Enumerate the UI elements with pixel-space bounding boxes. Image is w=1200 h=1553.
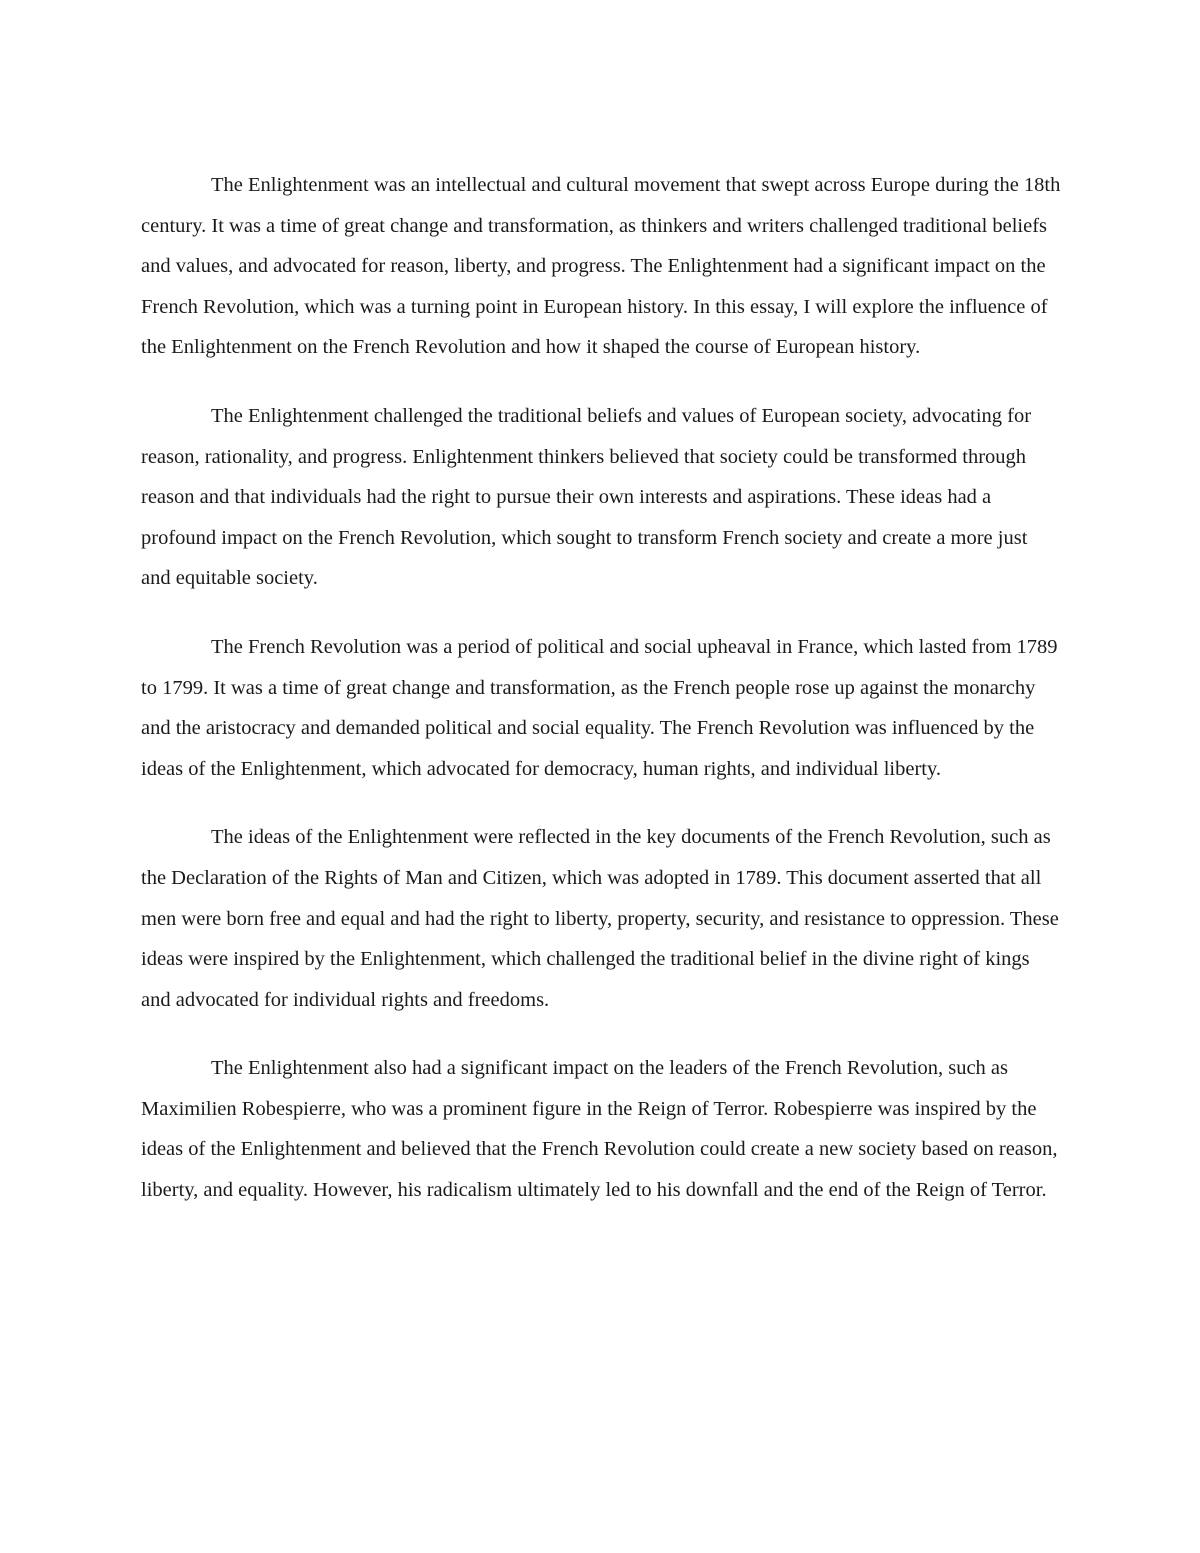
paragraph-introduction: The Enlightenment was an intellectual and cultural movement that swept across Europe during the 18th century. It was a time of great change and transformation, as thinkers and writers challenged traditional beliefs and values, and advocated for reason, liberty, and progress. The Enlightenment had a significant impact on the French Revolution, which was a turning point in European history. In this essay, I will explore the influence of the Enlightenment on the French Revolution and how it shaped the course of European history.	[141, 174, 1061, 359]
paragraph-key-documents: The ideas of the Enlightenment were reflected in the key documents of the French Revolution, such as the Declaration of the Rights of Man and Citizen, which was adopted in 1789. This document asserted that all men were born free and equal and had the right to liberty, property, security, and resistance to oppression. These ideas were inspired by the Enlightenment, which challenged the traditional belief in the divine right of kings and advocated for individual rights and freedoms.	[141, 826, 1059, 1011]
paragraph-enlightenment-values: The Enlightenment challenged the traditional beliefs and values of European society, advocating for reason, rationality, and progress. Enlightenment thinkers believed that society could be transformed through reason and that individuals had the right to pursue their own interests and aspirations. These ideas had a profound impact on the French Revolution, which sought to transform French society and create a more just and equitable society.	[141, 404, 1032, 590]
paragraph-french-revolution: The French Revolution was a period of political and social upheaval in France, which lasted from 1789 to 1799. It was a time of great change and transformation, as the French people rose up against the monarchy and the aristocracy and demanded political and social equality. The French Revolution was influenced by the ideas of the Enlightenment, which advocated for democracy, human rights, and individual liberty.	[141, 635, 1058, 780]
essay-body	[141, 165, 1061, 1239]
paragraph-robespierre: The Enlightenment also had a significant impact on the leaders of the French Revolution, such as Maximilien Robespierre, who was a prominent figure in the Reign of Terror. Robespierre was inspired by the ideas of the Enlightenment and believed that the French Revolution could create a new society based on reason, liberty, and equality. However, his radicalism ultimately led to his downfall and the end of the Reign of Terror.	[141, 1057, 1058, 1202]
